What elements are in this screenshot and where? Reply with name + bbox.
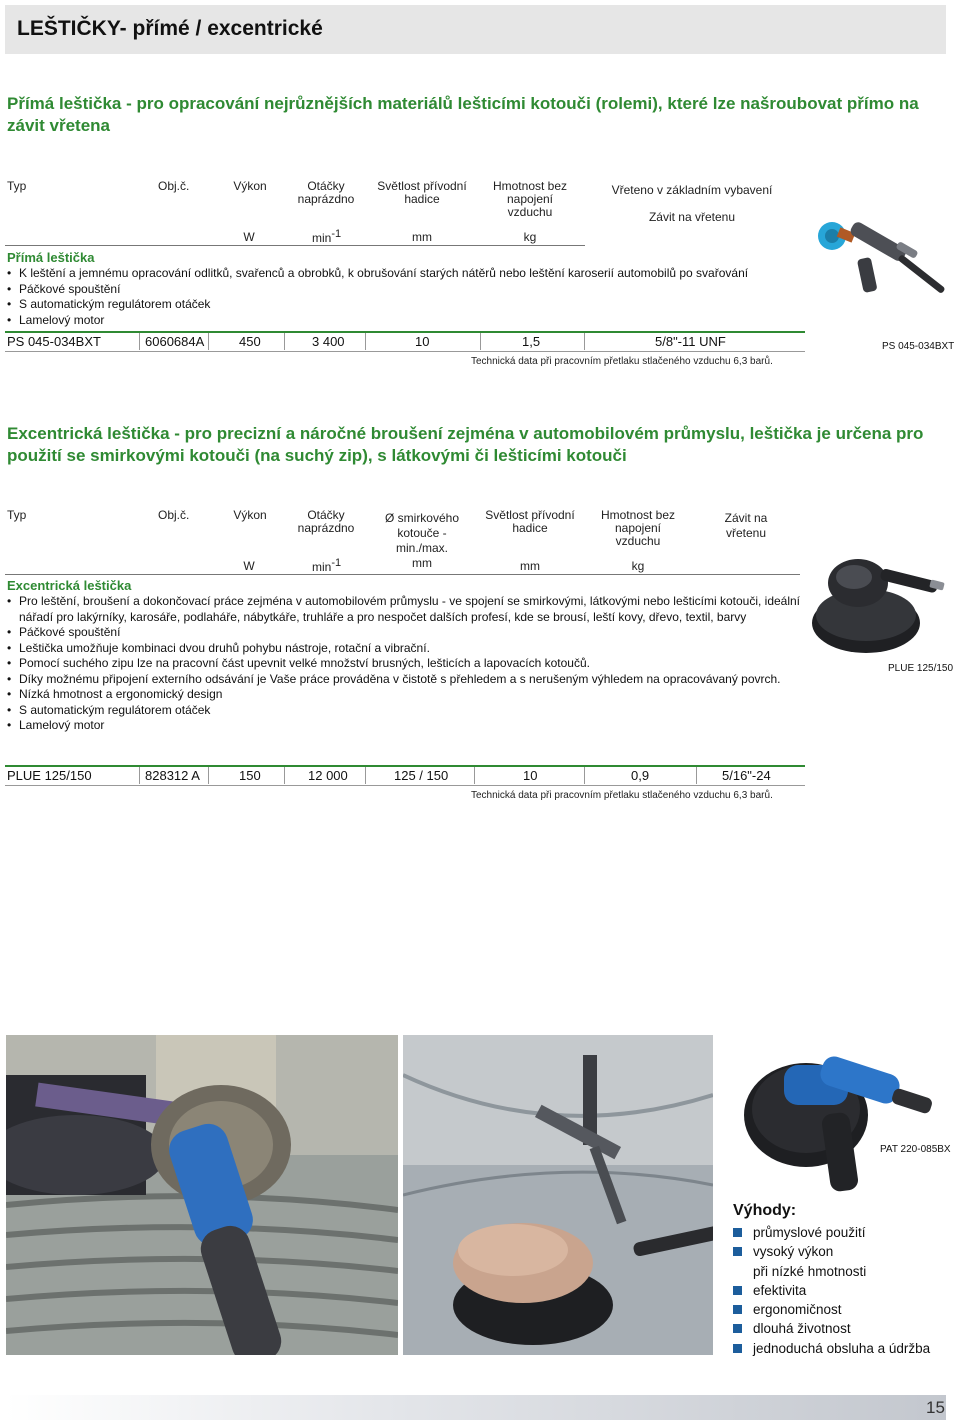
- s2-image-caption: PLUE 125/150: [888, 663, 954, 674]
- section2-heading: Excentrická leštička - pro precizní a náročné broušení zejména v automobilovém průmyslu, leštička je určena pro použití se smirkovými kotouči (na suchý zip), s látkovými či lešticími kotouči: [7, 424, 924, 465]
- s1-header-rule: [5, 245, 585, 246]
- s2-col-typ: Typ: [7, 508, 27, 522]
- s2-col-obj: Obj.č.: [158, 508, 190, 522]
- s1-col-obj: Obj.č.: [158, 179, 190, 193]
- list-item: dlouhá životnost: [733, 1319, 953, 1338]
- s2-header-rule: [5, 574, 800, 575]
- s1-note: Technická data při pracovním přetlaku stlačeného vzduchu 6,3 barů.: [471, 356, 773, 367]
- s2-row-otacky: 12 000: [308, 768, 348, 783]
- list-item: • Díky možnému připojení externího odsávání je Vaše práce prováděna v čistotě s přehledem a s nerušeným výhledem na opracovávaný povrch.: [7, 672, 805, 688]
- square-bullet-icon: [733, 1344, 742, 1353]
- s1-col-vykon: Výkon: [233, 179, 267, 193]
- s1-unit-otacky: $\min^{-1}$: [312, 228, 342, 245]
- s1-bullet-list: [7, 266, 807, 328]
- s2-row-zavit: 5/16"-24: [722, 768, 771, 783]
- list-item: • Nízká hmotnost a ergonomický design: [7, 687, 805, 703]
- s2-row-rule-top: [5, 765, 805, 767]
- list-item: efektivita: [733, 1281, 953, 1300]
- advantages-list: [733, 1223, 953, 1358]
- s1-row-hmotnost: 1,5: [522, 334, 541, 349]
- square-bullet-icon: [733, 1286, 742, 1295]
- square-bullet-icon: [733, 1324, 742, 1333]
- s1-col-otacky: Otáčky naprázdno: [297, 179, 355, 206]
- s2-row-vykon: 150: [239, 768, 261, 783]
- s2-unit-svetlost: mm: [520, 559, 540, 573]
- s1-image-caption: PS 045-034BXT: [882, 341, 955, 352]
- page-title: LEŠTIČKY- přímé / excentrické: [17, 17, 323, 40]
- s2-col-vykon: Výkon: [233, 508, 267, 522]
- angle-polisher-image: [720, 1035, 952, 1195]
- page-number: 15: [926, 1398, 945, 1417]
- s2-unit-hmotnost: kg: [631, 559, 645, 573]
- s2-note: Technická data při pracovním přetlaku stlačeného vzduchu 6,3 barů.: [471, 790, 773, 801]
- s1-col-vreteno: Vřeteno v základním vybavení: [611, 183, 773, 197]
- footer-bar: [5, 1395, 946, 1420]
- s2-category: Excentrická leštička: [7, 578, 132, 593]
- usage-photo-right: [403, 1035, 713, 1355]
- s1-unit-vykon: W: [243, 230, 255, 244]
- s1-col-zavit: Závit na vřetenu: [648, 210, 736, 224]
- s2-unit-prumer: mm: [412, 556, 432, 570]
- list-item: • Pomocí suchého zipu lze na pracovní část upevnit velké množství brusných, lešticích a lapovacích kotoučů.: [7, 656, 805, 672]
- s1-unit-hmotnost: kg: [523, 230, 537, 244]
- straight-polisher-image: [808, 218, 950, 330]
- s1-row-otacky: 3 400: [312, 334, 345, 349]
- usage-photo-left: [6, 1035, 398, 1355]
- square-bullet-icon: [733, 1305, 742, 1314]
- list-item: • Pro leštění, broušení a dokončovací práce zejména v automobilovém průmyslu - ve spojení se smirkovými, látkovými nebo lešticími kotouči, ideální nářadí pro lakýrníky, karosáře, podlaháře, nábytkáře, truhláře a pro nespočet dalších profesí, kde se brousí, leští kovy, dřevo, textil, barvy: [7, 594, 805, 625]
- s2-row-obj: 828312 A: [145, 768, 200, 783]
- list-item: • Lamelový motor: [7, 718, 805, 734]
- s2-unit-vykon: W: [243, 559, 255, 573]
- s2-col-otacky: Otáčky naprázdno: [297, 508, 355, 535]
- advantages-title: Výhody:: [733, 1202, 797, 1219]
- eccentric-polisher-image: [810, 553, 948, 657]
- list-item: • S automatickým regulátorem otáček: [7, 703, 805, 719]
- list-item: • Leštička umožňuje kombinaci dvou druhů pohybu nástroje, rotační a vibrační.: [7, 641, 805, 657]
- list-item: • Páčkové spouštění: [7, 282, 807, 298]
- s1-row-svetlost: 10: [415, 334, 430, 349]
- s2-bullet-list: [7, 594, 805, 734]
- s2-col-hmotnost: Hmotnost bez napojení vzduchu: [600, 508, 676, 548]
- s2-col-zavit: Závit na vřetenu: [724, 511, 768, 540]
- list-item: • S automatickým regulátorem otáček: [7, 297, 807, 313]
- s1-row-rule-top: [5, 331, 805, 333]
- s2-row-svetlost: 10: [523, 768, 538, 783]
- s1-col-hmotnost: Hmotnost bez napojení vzduchu: [492, 179, 568, 219]
- list-item: vysoký výkon: [733, 1242, 953, 1261]
- s1-unit-svetlost: mm: [412, 230, 432, 244]
- s2-row-hmotnost: 0,9: [631, 768, 650, 783]
- s1-col-typ: Typ: [7, 179, 27, 193]
- s1-row-typ: PS 045-034BXT: [7, 334, 101, 349]
- list-item: ergonomičnost: [733, 1300, 953, 1319]
- square-bullet-icon: [733, 1228, 742, 1237]
- list-item: při nízké hmotnosti: [753, 1263, 867, 1279]
- square-bullet-icon: [733, 1247, 742, 1256]
- s2-col-prumer: Ø smirkového kotouče - min./max.: [384, 511, 460, 555]
- list-item: • Páčkové spouštění: [7, 625, 805, 641]
- s1-category: Přímá leštička: [7, 250, 95, 265]
- s1-row-zavit: 5/8"-11 UNF: [655, 334, 726, 349]
- list-item: jednoduchá obsluha a údržba: [733, 1339, 953, 1358]
- list-item: průmyslové použití: [733, 1223, 953, 1242]
- s2-col-svetlost: Světlost přívodní hadice: [485, 508, 575, 535]
- s2-row-typ: PLUE 125/150: [7, 768, 92, 783]
- section1-heading: Přímá leštička - pro opracování nejrůznějších materiálů lešticími kotouči (rolemi), které lze našroubovat přímo na závit vřetena: [7, 94, 919, 135]
- s2-unit-otacky: $\min^{-1}$: [312, 557, 342, 574]
- s1-row-obj: 6060684A: [145, 334, 205, 349]
- s1-col-svetlost: Světlost přívodní hadice: [377, 179, 467, 206]
- s1-row-vykon: 450: [239, 334, 261, 349]
- s2-row-prumer: 125 / 150: [394, 768, 449, 783]
- list-item: • K leštění a jemnému opracování odlitků, svařenců a obrobků, k obrušování starých nátěrů nebo leštění karoserií automobilů po svařování: [7, 266, 807, 282]
- s3-image-caption: PAT 220-085BX: [880, 1144, 951, 1155]
- list-item: • Lamelový motor: [7, 313, 807, 329]
